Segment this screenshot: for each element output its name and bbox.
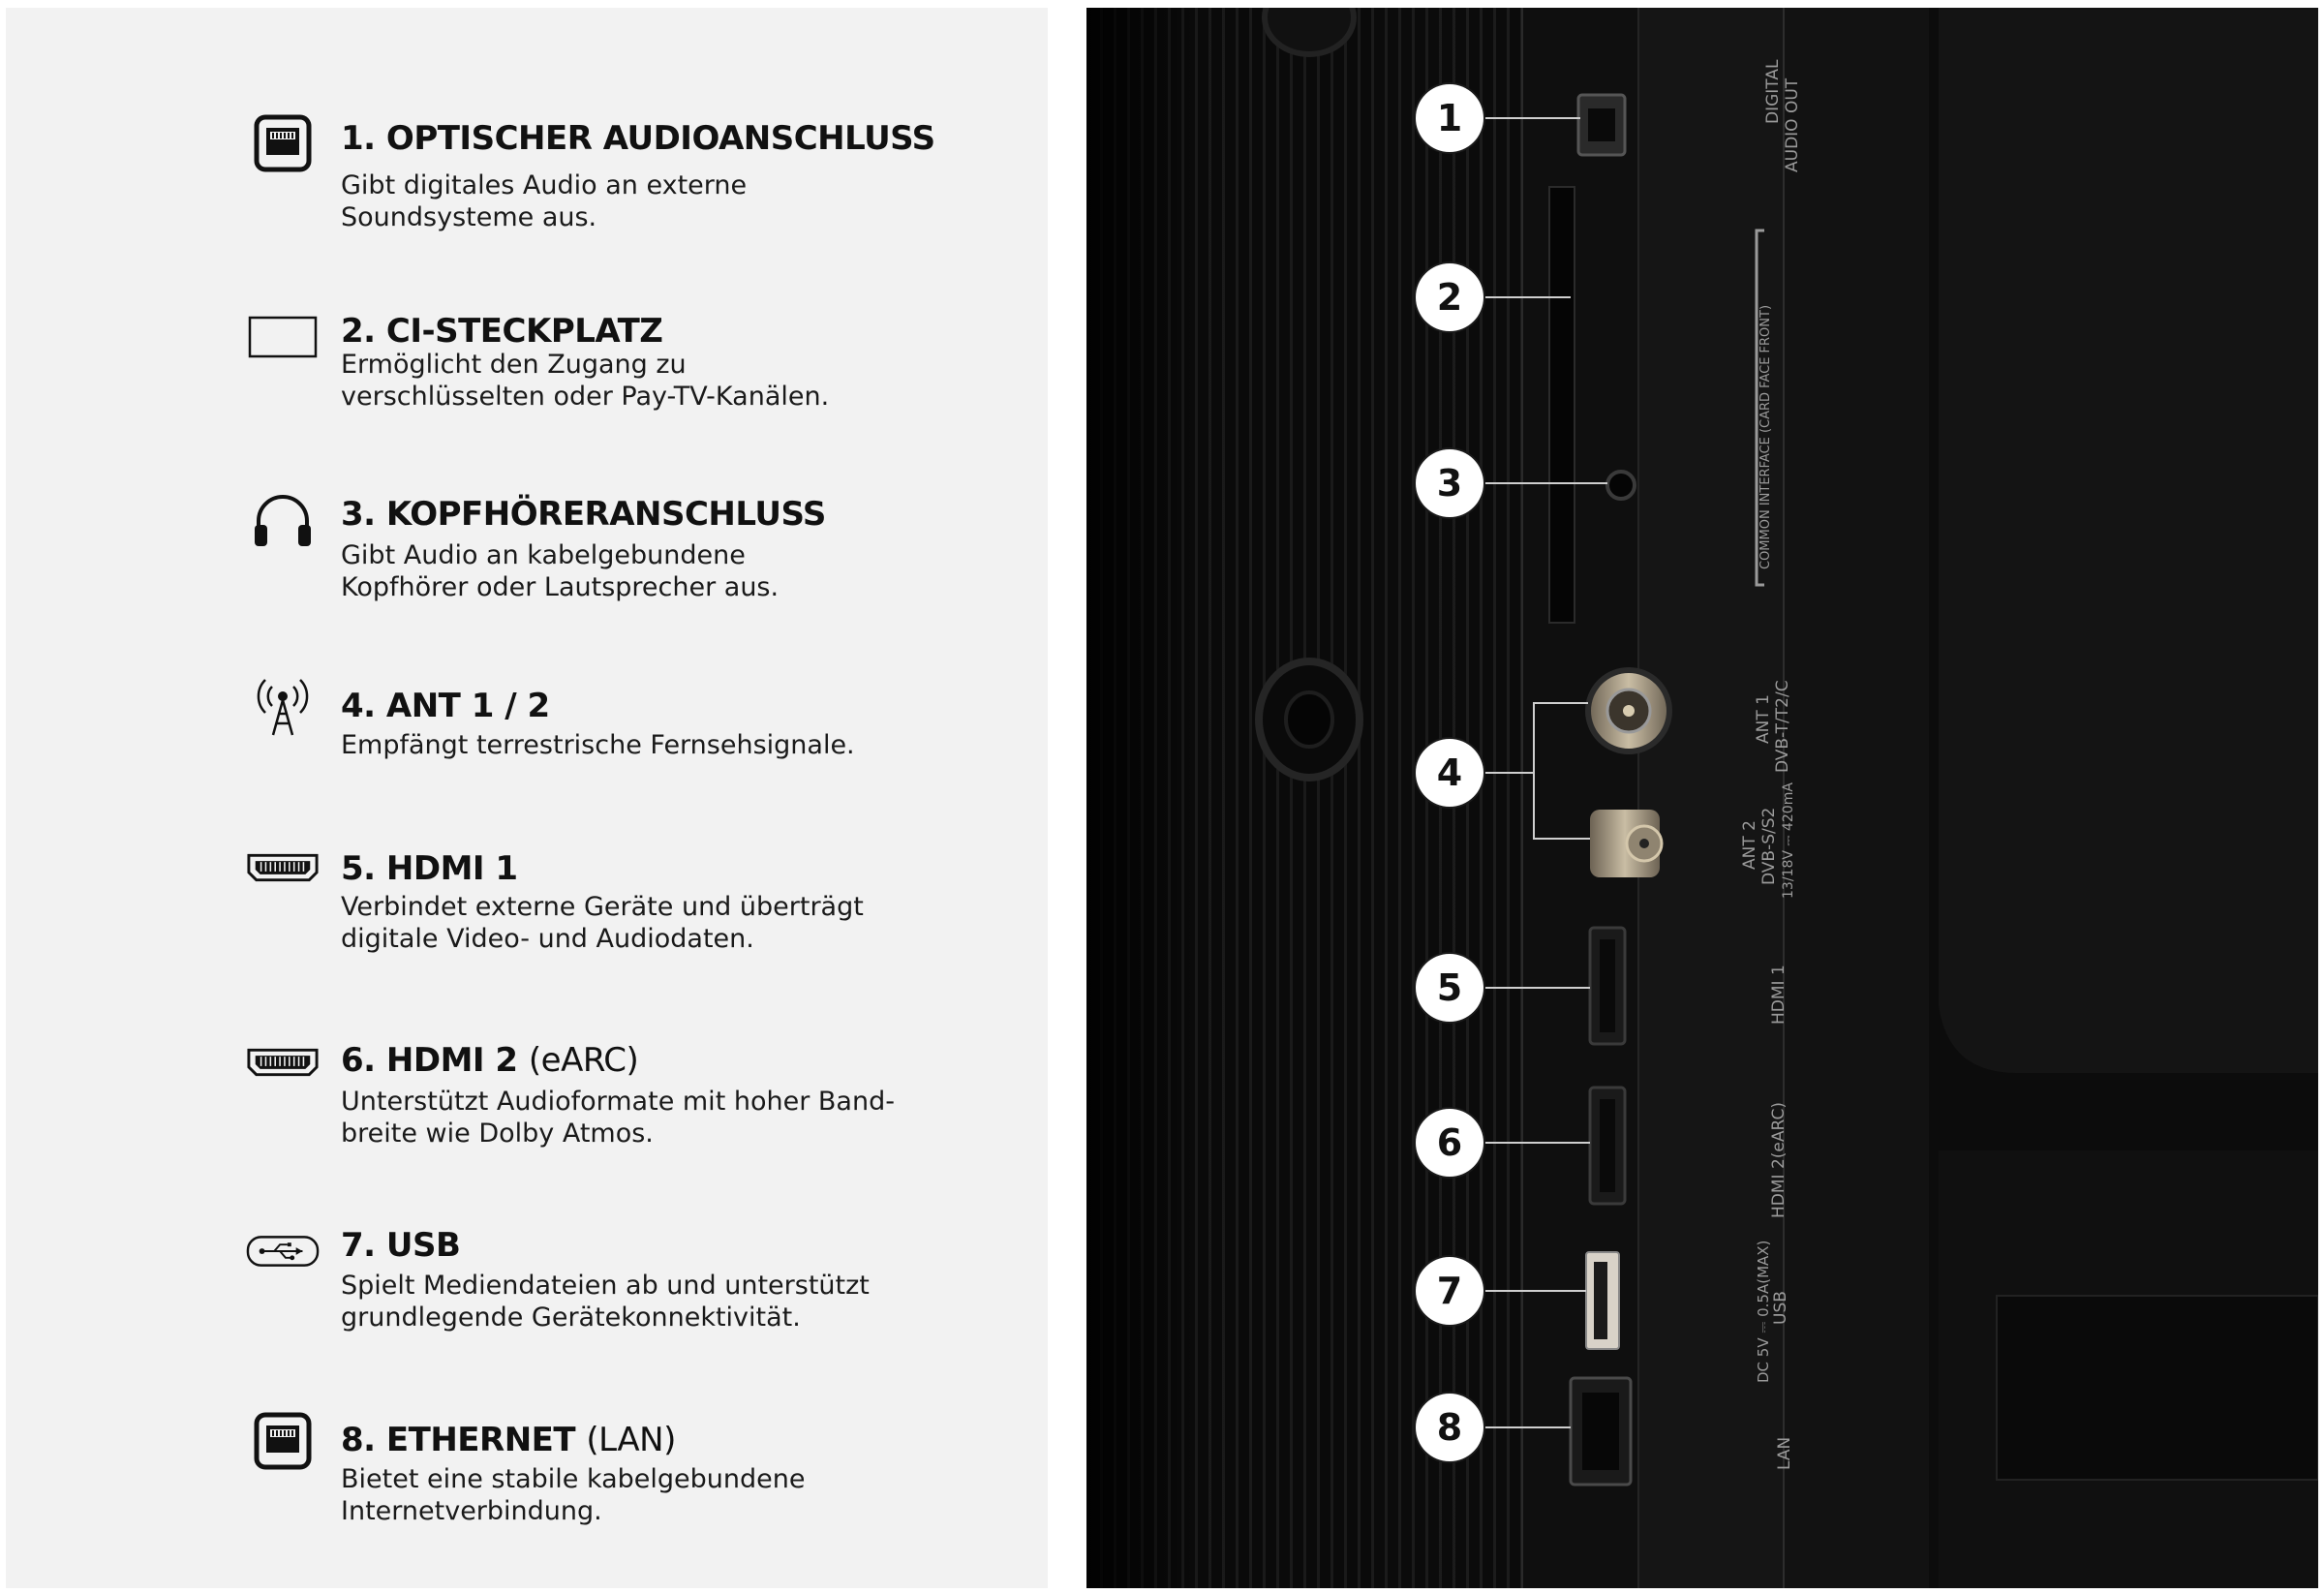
label-lan: LAN	[1775, 1436, 1794, 1470]
feature-title: 8. ETHERNET (LAN)	[341, 1421, 676, 1459]
label-usb: USB	[1771, 1291, 1790, 1325]
headphones-icon	[246, 490, 320, 548]
callout-1: 1	[1416, 84, 1483, 152]
label-common-interface: COMMON INTERFACE (CARD FACE FRONT)	[1758, 304, 1773, 569]
label-hdmi1: HDMI 1	[1769, 965, 1789, 1025]
feature-description: Ermöglicht den Zugang zu verschlüsselten oder Pay-TV-Kanälen.	[341, 350, 830, 412]
label-usb-power: DC 5V ⎓ 0.5A(MAX)	[1755, 1240, 1772, 1383]
feature-description: Verbindet externe Geräte und überträgt digitale Video- und Audiodaten.	[341, 892, 864, 954]
feature-title: 3. KOPFHÖRERANSCHLUSS	[341, 495, 826, 534]
callout-6: 6	[1416, 1109, 1483, 1177]
ethernet-port-icon	[246, 1412, 320, 1470]
feature-title: 7. USB	[341, 1226, 461, 1265]
label-ant2-standard: DVB-S/S2	[1759, 807, 1779, 885]
hdmi-port-icon	[246, 839, 320, 897]
tv-ports-photo	[1086, 8, 2318, 1588]
feature-description: Spielt Mediendateien ab und unterstützt grundlegende Gerätekonnektivität.	[341, 1271, 870, 1333]
callout-8: 8	[1416, 1394, 1483, 1461]
feature-title: 5. HDMI 1	[341, 849, 518, 888]
hdmi-port-icon	[246, 1033, 320, 1091]
feature-description: Empfängt terrestrische Fernsehsignale.	[341, 730, 855, 760]
callout-4: 4	[1416, 739, 1483, 807]
feature-description: Gibt Audio an kabelgebundene Kopfhörer oder Lautsprecher aus.	[341, 540, 780, 602]
label-ant2-power: 13/18V ⎓ 420mA	[1781, 782, 1796, 899]
features-panel	[6, 8, 1048, 1588]
feature-description: Gibt digitales Audio an externe Soundsysteme aus.	[341, 170, 748, 232]
antenna-icon	[246, 678, 320, 736]
label-hdmi2: HDMI 2(eARC)	[1769, 1102, 1789, 1218]
feature-title: 4. ANT 1 / 2	[341, 687, 550, 725]
label-ant1: ANT 1	[1754, 694, 1773, 744]
feature-title: 1. OPTISCHER AUDIOANSCHLUSS	[341, 119, 935, 158]
card-slot-icon	[246, 308, 320, 366]
callout-7: 7	[1416, 1257, 1483, 1325]
label-ant1-standard: DVB-T/T2/C	[1773, 680, 1792, 773]
label-audio-out: AUDIO OUT	[1783, 77, 1802, 172]
ethernet-port-icon	[246, 114, 320, 172]
feature-description: Unterstützt Audioformate mit hoher Band- breite wie Dolby Atmos.	[341, 1087, 895, 1149]
callout-2: 2	[1416, 263, 1483, 331]
label-digital: DIGITAL	[1763, 59, 1783, 124]
label-ant2: ANT 2	[1740, 820, 1759, 870]
usb-icon	[246, 1222, 320, 1280]
callout-5: 5	[1416, 954, 1483, 1022]
feature-title: 2. CI-STECKPLATZ	[341, 312, 663, 351]
feature-title: 6. HDMI 2 (eARC)	[341, 1041, 639, 1080]
callout-3: 3	[1416, 449, 1483, 517]
feature-description: Bietet eine stabile kabelgebundene Internetverbindung.	[341, 1464, 806, 1526]
